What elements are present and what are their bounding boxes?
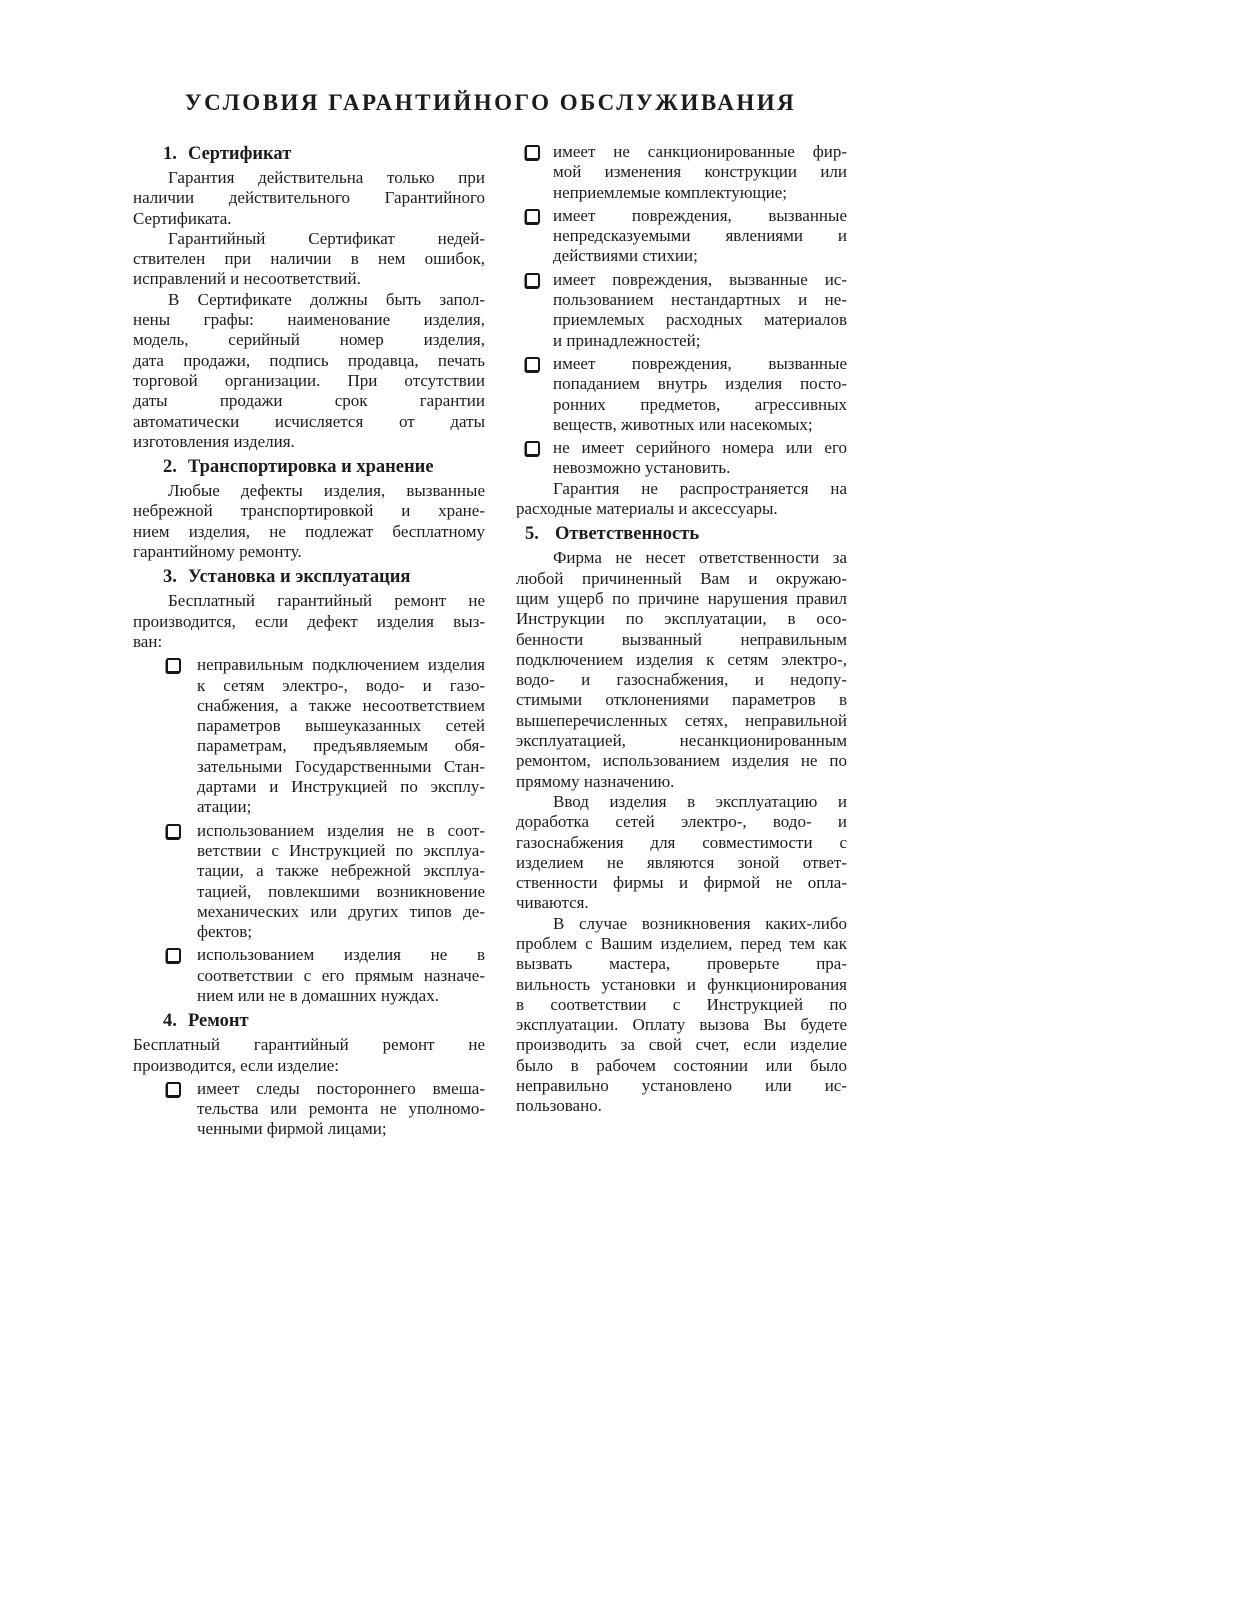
section-heading [516, 523, 847, 545]
text-line: исправлений и несоответствий. [133, 269, 361, 289]
text-line: расходные материалы и аксессуары. [516, 499, 778, 519]
paragraph [133, 481, 485, 562]
text-line: вызвать мастера, проверьте пра- [516, 954, 847, 974]
section-number: 1. [163, 144, 177, 164]
text-line: ремонтом, использованием изделия не по [516, 751, 847, 771]
text-line: любой причиненный Вам и окружаю- [516, 568, 847, 588]
checkbox-bullet-icon [525, 209, 540, 224]
checkbox-bullet-icon [525, 441, 540, 456]
checkbox-bullet-icon [166, 824, 181, 839]
text-line: модель, серийный номер изделия, [133, 330, 485, 350]
text-line: Бесплатный гарантийный ремонт не [133, 1035, 485, 1055]
section-number: 3. [163, 567, 177, 588]
section-number: 2. [163, 457, 177, 478]
text-line: Любые дефекты изделия, вызванные [168, 481, 485, 501]
text-line: чиваются. [516, 893, 589, 913]
text-line: тацией, повлекшими возникновение [197, 881, 485, 901]
text-line: нием изделия, не подлежат бесплатному [133, 521, 485, 541]
text-line: фектов; [197, 922, 253, 942]
bullet-item [516, 142, 847, 203]
text-line: щим ущерб по причине нарушения правил [516, 588, 847, 608]
text-line: торговой организации. При отсутствии [133, 370, 485, 390]
text-line: Бесплатный гарантийный ремонт не [168, 591, 485, 611]
paragraph [133, 591, 485, 652]
text-line: автоматически исчисляется от даты [133, 411, 485, 431]
text-line: было в рабочем состоянии или было [516, 1055, 847, 1075]
section-heading [133, 143, 485, 165]
section-title: Ремонт [188, 1011, 249, 1032]
document-title: УСЛОВИЯ ГАРАНТИЙНОГО ОБСЛУЖИВАНИЯ [184, 90, 797, 115]
text-line: Фирма не несет ответственности за [553, 548, 847, 568]
paragraph [133, 168, 485, 229]
text-line: ветствии с Инструкцией по эксплуа- [197, 840, 485, 860]
text-line: пользованием нестандартных и не- [553, 290, 847, 310]
text-line: имеет повреждения, вызванные [553, 205, 847, 225]
text-line: производить за свой счет, если изделие [516, 1035, 847, 1055]
text-line: в соответствии с Инструкцией по [516, 994, 847, 1014]
text-line: Инструкции по эксплуатации, в осо- [516, 609, 847, 629]
text-line: изделием не являются зоной ответ- [516, 852, 847, 872]
bullet-item [133, 655, 485, 817]
text-line: Ввод изделия в эксплуатацию и [553, 791, 847, 811]
text-line: мой изменения конструкции или [553, 162, 847, 182]
checkbox-bullet-icon [166, 1082, 181, 1097]
text-line: производится, если изделие: [133, 1055, 339, 1075]
text-line: неправильным подключением изделия [197, 655, 485, 675]
text-line: ствителен при наличии в нем ошибок, [133, 249, 485, 269]
text-line: дата продажи, подпись продавца, печать [133, 350, 485, 370]
text-line: подключением изделия к сетям электро-, [516, 649, 847, 669]
section-number: 5. [525, 524, 539, 545]
section-heading [133, 566, 485, 588]
text-line: наличии действительного Гарантийного [133, 188, 485, 208]
text-line: к сетям электро-, водо- и газо- [197, 675, 485, 695]
text-line: производится, если дефект изделия выз- [133, 611, 485, 631]
paragraph [516, 792, 847, 914]
paragraph [516, 479, 847, 520]
bullet-item [133, 821, 485, 943]
paragraph [133, 290, 485, 452]
text-line: непредсказуемыми явлениями и [553, 226, 847, 246]
text-line: неприемлемые комплектующие; [553, 182, 787, 202]
paragraph [133, 229, 485, 290]
paragraph [516, 914, 847, 1117]
text-line: Гарантия не распространяется на [553, 478, 847, 498]
text-line: имеет не санкционированные фир- [553, 142, 847, 161]
text-line: не имеет серийного номера или его [553, 438, 847, 458]
text-line: атации; [197, 797, 252, 817]
checkbox-bullet-icon [166, 948, 181, 963]
checkbox-bullet-icon [525, 357, 540, 372]
bullet-item [516, 206, 847, 267]
text-line: прямому назначению. [516, 771, 675, 791]
paragraph [516, 548, 847, 792]
section-title: Установка и эксплуатация [188, 567, 411, 588]
section-title: Ответственность [555, 524, 700, 545]
text-line: нием или не в домашних нуждах. [197, 985, 439, 1005]
section-heading [133, 1010, 485, 1032]
text-line: небрежной транспортировкой и хране- [133, 501, 485, 521]
right-column [516, 139, 847, 1117]
section-title: Транспортировка и хранение [188, 457, 434, 478]
text-line: вильность установки и функционирования [516, 974, 847, 994]
text-line: нены графы: наименование изделия, [133, 310, 485, 330]
text-line: дартами и Инструкцией по эксплу- [197, 777, 485, 797]
bullet-item [133, 1079, 485, 1140]
checkbox-bullet-icon [525, 273, 540, 288]
text-line: механических или других типов де- [197, 901, 485, 921]
bullet-item [516, 438, 847, 479]
text-line: доработка сетей электро-, водо- и [516, 812, 847, 832]
text-line: газоснабжения для совместимости с [516, 832, 847, 852]
text-line: ван: [133, 631, 163, 651]
text-line: имеет следы постороннего вмеша- [197, 1078, 485, 1098]
section-number: 4. [163, 1011, 177, 1032]
text-line: использованием изделия не в [197, 945, 485, 965]
text-line: ченными фирмой лицами; [197, 1119, 387, 1139]
bullet-item [516, 270, 847, 351]
text-line: В Сертификате должны быть запол- [168, 289, 485, 309]
text-line: зательными Государственными Стан- [197, 756, 485, 776]
text-line: ронних предметов, агрессивных [553, 394, 847, 414]
text-line: попаданием внутрь изделия посто- [553, 374, 847, 394]
paragraph [133, 1035, 485, 1076]
text-line: вышеперечисленных сетях, неправильной [516, 710, 847, 730]
text-line: Гарантия действительна только при [168, 168, 485, 187]
text-line: параметрам, предъявляемым обя- [197, 736, 485, 756]
section-title: Сертификат [188, 144, 292, 164]
text-line: Сертификата. [133, 208, 232, 228]
text-line: имеет повреждения, вызванные ис- [553, 269, 847, 289]
text-line: невозможно установить. [553, 458, 731, 478]
text-line: неправильно установлено или ис- [516, 1076, 847, 1096]
text-line: В случае возникновения каких-либо [553, 913, 847, 933]
text-line: тации, а также небрежной эксплуа- [197, 861, 485, 881]
text-line: приемлемых расходных материалов [553, 310, 847, 330]
text-line: пользовано. [516, 1096, 602, 1116]
text-line: водо- и газоснабжения, и недопу- [516, 670, 847, 690]
text-line: проблем с Вашим изделием, перед тем как [516, 933, 847, 953]
text-line: использованием изделия не в соот- [197, 820, 485, 840]
text-line: гарантийному ремонту. [133, 542, 302, 562]
text-line: параметров вышеуказанных сетей [197, 716, 485, 736]
text-line: действиями стихии; [553, 246, 698, 266]
text-line: даты продажи срок гарантии [133, 391, 485, 411]
checkbox-bullet-icon [525, 145, 540, 160]
text-line: бенности вызванный неправильным [516, 629, 847, 649]
text-line: соответствии с его прямым назначе- [197, 965, 485, 985]
text-line: веществ, животных или насекомых; [553, 414, 813, 434]
checkbox-bullet-icon [166, 658, 181, 673]
text-line: Гарантийный Сертификат недей- [168, 228, 485, 248]
text-line: изготовления изделия. [133, 431, 295, 451]
section-heading [133, 456, 485, 478]
bullet-item [516, 354, 847, 435]
text-line: и принадлежностей; [553, 330, 701, 350]
left-column [133, 139, 485, 1140]
text-line: имеет повреждения, вызванные [553, 353, 847, 373]
text-line: эксплуатации. Оплату вызова Вы будете [516, 1015, 847, 1035]
text-line: тельства или ремонта не уполномо- [197, 1099, 485, 1119]
bullet-item [133, 945, 485, 1006]
text-line: стимыми отклонениями параметров в [516, 690, 847, 710]
text-line: эксплуатацией, несанкционированным [516, 731, 847, 751]
text-line: ственности фирмы и фирмой не опла- [516, 873, 847, 893]
text-line: снабжения, а также несоответствием [197, 695, 485, 715]
